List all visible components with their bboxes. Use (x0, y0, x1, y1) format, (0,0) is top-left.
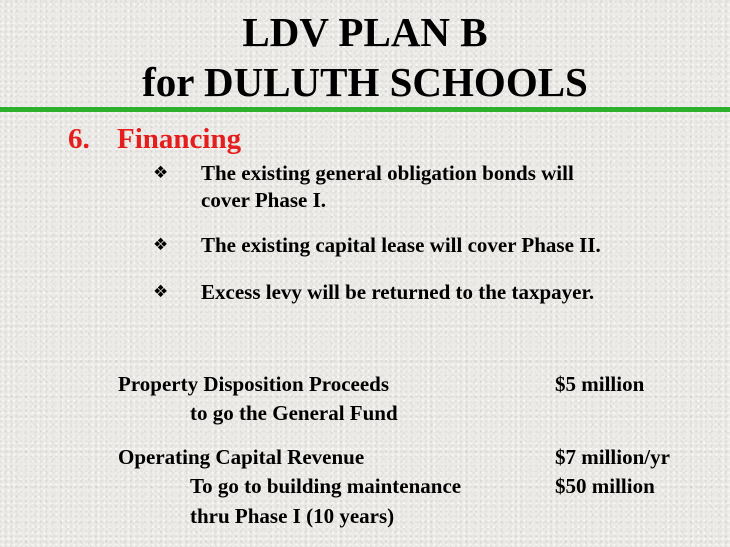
title-divider (0, 107, 730, 112)
financial-item-subline: To go to building maintenance (190, 474, 462, 498)
bullet-text (201, 232, 671, 259)
diamond-bullet-icon: ❖ (153, 163, 169, 183)
bullet-text-line: The existing general obligation bonds will (201, 161, 574, 185)
section-title: Financing (117, 123, 242, 155)
financial-item-subline: thru Phase I (10 years) (190, 504, 395, 528)
bullet-text-line: The existing capital lease will cover Phase II. (201, 233, 601, 257)
section-number: 6. (68, 123, 90, 155)
slide-title-line-2: for DULUTH SCHOOLS (142, 59, 588, 105)
financial-item-label: Operating Capital Revenue (118, 445, 365, 469)
financial-item-amount: $50 million (555, 474, 655, 498)
bullet-text (201, 279, 671, 306)
bullet-text-line: cover Phase I. (201, 188, 327, 212)
slide-title-line-1: LDV PLAN B (242, 9, 488, 55)
financial-item-amount: $5 million (555, 372, 645, 396)
financial-item-subline: to go the General Fund (190, 401, 398, 425)
bullet-text (201, 160, 671, 214)
diamond-bullet-icon: ❖ (153, 235, 169, 255)
bullet-text-line: Excess levy will be returned to the taxpayer. (201, 280, 595, 304)
financial-item-label: Property Disposition Proceeds (118, 372, 390, 396)
financial-item-amount: $7 million/yr (555, 445, 670, 469)
section-heading (68, 122, 241, 156)
diamond-bullet-icon: ❖ (153, 282, 169, 302)
